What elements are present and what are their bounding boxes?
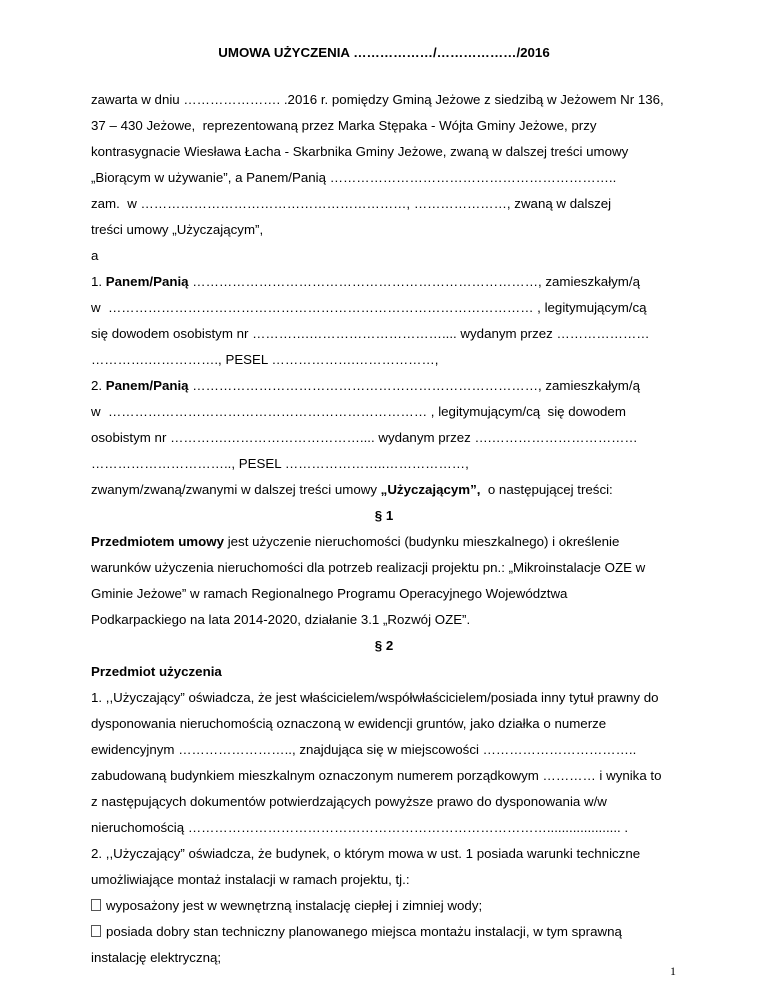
intro-line-1: zawarta w dniu …………………. .2016 r. pomiędzy Gminą Jeżowe z siedzibą w Jeżowem Nr 136, [91, 92, 664, 107]
zwanym-bold: „Użyczającym”, [380, 482, 481, 497]
intro-line-6: treści umowy „Użyczającym”, [91, 222, 264, 237]
section-2-line-6: nieruchomością ……………………………………………………………………….................... . [91, 820, 629, 835]
intro-line-7: a [91, 248, 99, 263]
person2-line-3: osobistym nr ………….………………………….... wydanym przez ….…………………………… [91, 430, 638, 445]
section-2-line-4: zabudowaną budynkiem mieszkalnym oznaczonym numerem porządkowym ………… i wynika to [91, 768, 662, 783]
checkbox-icon [91, 899, 101, 911]
person2-line-1 [91, 378, 640, 394]
bullet-2-continuation: instalację elektryczną; [91, 950, 222, 965]
section-2-subheading: Przedmiot użyczenia [91, 664, 222, 679]
zwanym-after: o następującej treści: [480, 482, 613, 497]
intro-line-4: „Biorącym w używanie”, a Panem/Panią ……………………………………………………….. [91, 170, 617, 185]
section-1-line-4: Podkarpackiego na lata 2014-2020, działanie 3.1 „Rozwój OZE”. [91, 612, 471, 627]
section-1-line-3: Gminie Jeżowe” w ramach Regionalnego Programu Operacyjnego Województwa [91, 586, 568, 601]
bullet-1-text: wyposażony jest w wewnętrzną instalację ciepłej i zimniej wody; [106, 898, 483, 913]
intro-line-5: zam. w ……………………………………………………, …………………, zwaną w dalszej [91, 196, 612, 211]
person2-line1-rest: ……………………………………………………………………, zamieszkałym/ą [188, 378, 640, 393]
person1-line-1 [91, 274, 640, 290]
person1-line1-rest: ……………………………………………………………………, zamieszkałym/ą [188, 274, 640, 289]
section-2-line-8: umożliwiające montaż instalacji w ramach projektu, tj.: [91, 872, 410, 887]
section-1-heading: § 1 [374, 508, 394, 523]
person2-label: Panem/Panią [105, 378, 189, 393]
person2-line-2: w ……………………………………………………………… , legitymującym/cą się dowodem [91, 404, 626, 419]
zwanym-line [91, 482, 613, 498]
section-1-line-2: warunków użyczenia nieruchomości dla potrzeb realizacji projektu pn.: „Mikroinstalacje OZE w [91, 560, 646, 575]
bullet-2-text: posiada dobry stan techniczny planowanego miejsca montażu instalacji, w tym sprawną [106, 924, 622, 939]
bullet-2 [91, 924, 622, 940]
section-2-line-2: dysponowania nieruchomością oznaczoną w ewidencji gruntów, jako działka o numerze [91, 716, 607, 731]
person2-number: 2. [91, 378, 103, 393]
person1-number: 1. [91, 274, 103, 289]
section-2-line-5: z następujących dokumentów potwierdzających powyższe prawo do dysponowania w/w [91, 794, 607, 809]
page-number: 1 [670, 964, 676, 978]
section-2-heading: § 2 [374, 638, 394, 653]
bullet-1 [91, 898, 482, 914]
person2-line-4: ………………………….., PESEL …………………..………………, [91, 456, 469, 471]
section-2-line-7: 2. ,,Użyczający” oświadcza, że budynek, o którym mowa w ust. 1 posiada warunki techniczne [91, 846, 641, 861]
zwanym-before: zwanym/zwaną/zwanymi w dalszej treści umowy [91, 482, 381, 497]
person1-line-4: ………….……………., PESEL ……………….………………, [91, 352, 439, 367]
person1-line-3: się dowodem osobistym nr ………….………………………….... wydanym przez ………………… [91, 326, 650, 341]
section-2-line-1: 1. ,,Użyczający” oświadcza, że jest właścicielem/współwłaścicielem/posiada inny tytuł prawny do [91, 690, 659, 705]
person1-line-2: w …………………………………………………………………………………… , legitymującym/cą [91, 300, 647, 315]
section-1-bold-start: Przedmiotem umowy [91, 534, 224, 549]
section-1-line-1 [91, 534, 619, 550]
person1-label: Panem/Panią [105, 274, 189, 289]
document-title: UMOWA UŻYCZENIA ………………/………………/2016 [218, 45, 550, 60]
intro-line-2: 37 – 430 Jeżowe, reprezentowaną przez Marka Stępaka - Wójta Gminy Jeżowe, przy [91, 118, 597, 133]
intro-line-3: kontrasygnacie Wiesława Łacha - Skarbnika Gminy Jeżowe, zwaną w dalszej treści umowy [91, 144, 629, 159]
section-1-line-1-rest: jest użyczenie nieruchomości (budynku mieszkalnego) i określenie [224, 534, 620, 549]
section-2-line-3: ewidencyjnym …………………….., znajdująca się w miejscowości …………………………….. [91, 742, 637, 757]
checkbox-icon [91, 925, 101, 937]
